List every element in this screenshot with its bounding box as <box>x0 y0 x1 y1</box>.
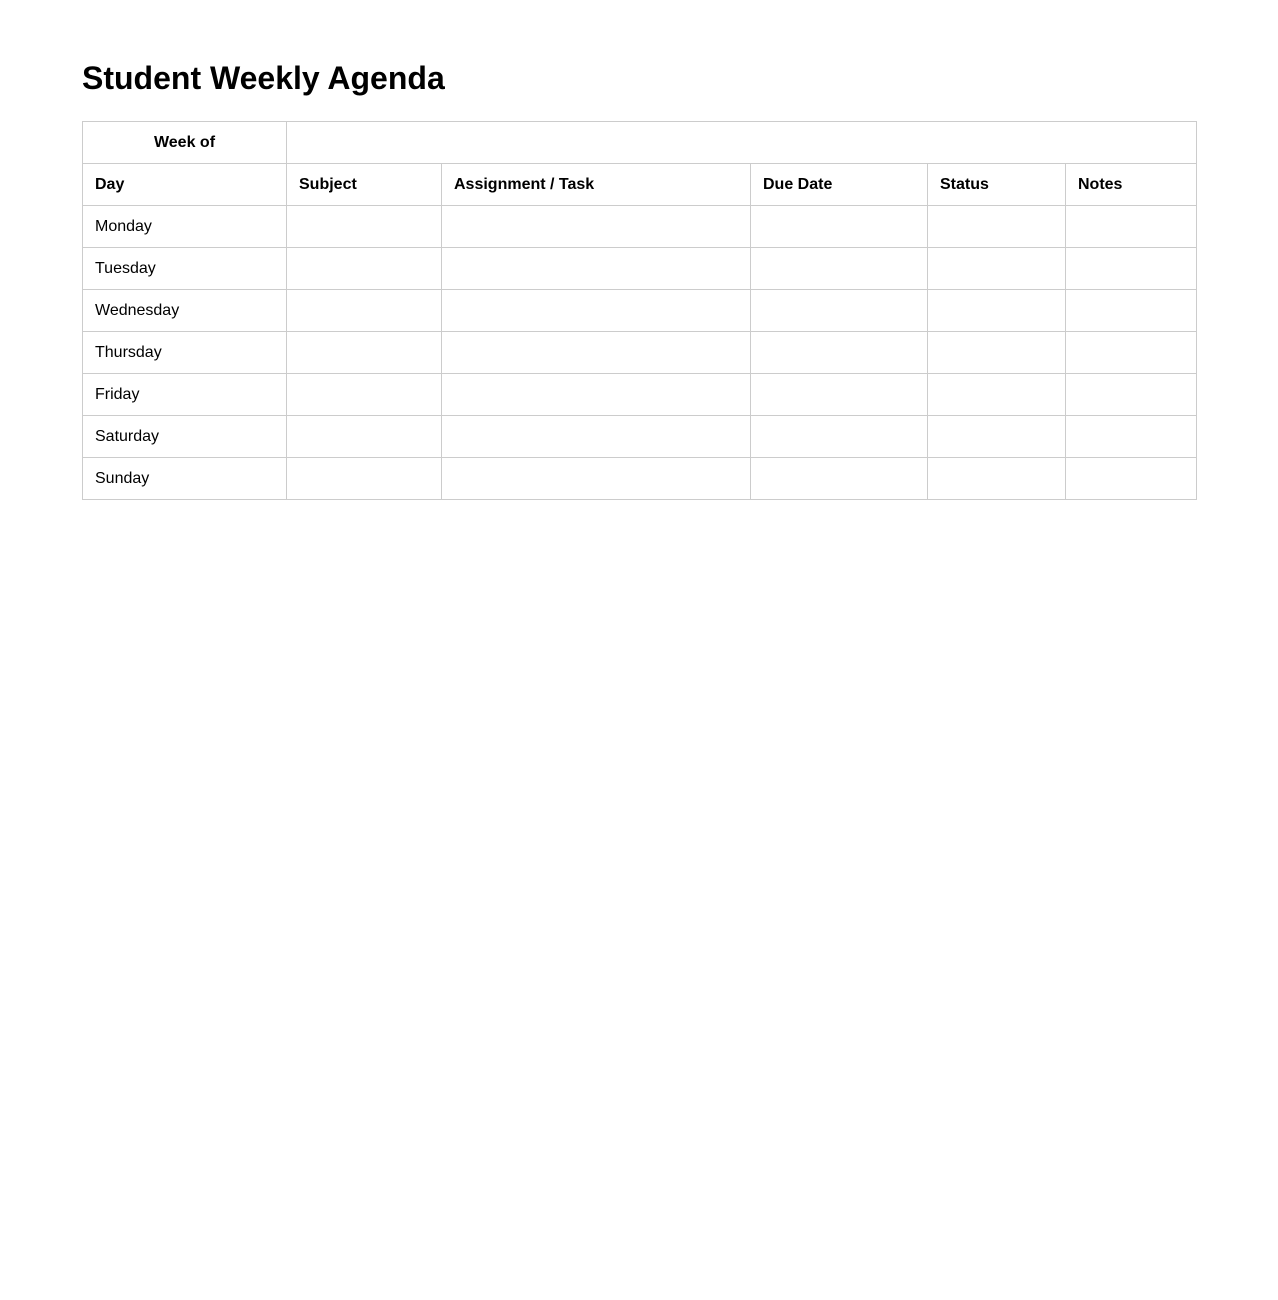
subject-cell[interactable] <box>287 290 442 332</box>
subject-cell[interactable] <box>287 206 442 248</box>
due-date-cell[interactable] <box>751 332 928 374</box>
page-title: Student Weekly Agenda <box>82 60 445 96</box>
day-cell: Wednesday <box>83 290 287 332</box>
column-header-notes: Notes <box>1066 164 1197 206</box>
table-row <box>83 374 1197 416</box>
notes-cell[interactable] <box>1066 290 1197 332</box>
column-header-assignment: Assignment / Task <box>442 164 751 206</box>
table-row <box>83 332 1197 374</box>
column-header-subject: Subject <box>287 164 442 206</box>
week-of-value[interactable] <box>287 122 1197 164</box>
status-cell[interactable] <box>928 206 1066 248</box>
status-cell[interactable] <box>928 374 1066 416</box>
status-cell[interactable] <box>928 416 1066 458</box>
notes-cell[interactable] <box>1066 206 1197 248</box>
assignment-cell[interactable] <box>442 332 751 374</box>
due-date-cell[interactable] <box>751 374 928 416</box>
table-row <box>83 248 1197 290</box>
table-row <box>83 458 1197 500</box>
due-date-cell[interactable] <box>751 416 928 458</box>
due-date-cell[interactable] <box>751 290 928 332</box>
day-cell: Tuesday <box>83 248 287 290</box>
day-cell: Thursday <box>83 332 287 374</box>
subject-cell[interactable] <box>287 374 442 416</box>
assignment-cell[interactable] <box>442 206 751 248</box>
agenda-table <box>82 121 1197 500</box>
assignment-cell[interactable] <box>442 416 751 458</box>
day-cell: Sunday <box>83 458 287 500</box>
header-row <box>83 164 1197 206</box>
assignment-cell[interactable] <box>442 290 751 332</box>
status-cell[interactable] <box>928 290 1066 332</box>
notes-cell[interactable] <box>1066 248 1197 290</box>
due-date-cell[interactable] <box>751 458 928 500</box>
subject-cell[interactable] <box>287 332 442 374</box>
status-cell[interactable] <box>928 458 1066 500</box>
subject-cell[interactable] <box>287 248 442 290</box>
column-header-status: Status <box>928 164 1066 206</box>
due-date-cell[interactable] <box>751 206 928 248</box>
notes-cell[interactable] <box>1066 458 1197 500</box>
status-cell[interactable] <box>928 332 1066 374</box>
notes-cell[interactable] <box>1066 374 1197 416</box>
column-header-day: Day <box>83 164 287 206</box>
column-header-due-date: Due Date <box>751 164 928 206</box>
table-row <box>83 290 1197 332</box>
day-cell: Friday <box>83 374 287 416</box>
week-of-label: Week of <box>83 122 287 164</box>
due-date-cell[interactable] <box>751 248 928 290</box>
assignment-cell[interactable] <box>442 374 751 416</box>
notes-cell[interactable] <box>1066 332 1197 374</box>
day-cell: Saturday <box>83 416 287 458</box>
table-row <box>83 416 1197 458</box>
week-of-row <box>83 122 1197 164</box>
subject-cell[interactable] <box>287 416 442 458</box>
assignment-cell[interactable] <box>442 248 751 290</box>
subject-cell[interactable] <box>287 458 442 500</box>
status-cell[interactable] <box>928 248 1066 290</box>
assignment-cell[interactable] <box>442 458 751 500</box>
notes-cell[interactable] <box>1066 416 1197 458</box>
table-row <box>83 206 1197 248</box>
day-cell: Monday <box>83 206 287 248</box>
